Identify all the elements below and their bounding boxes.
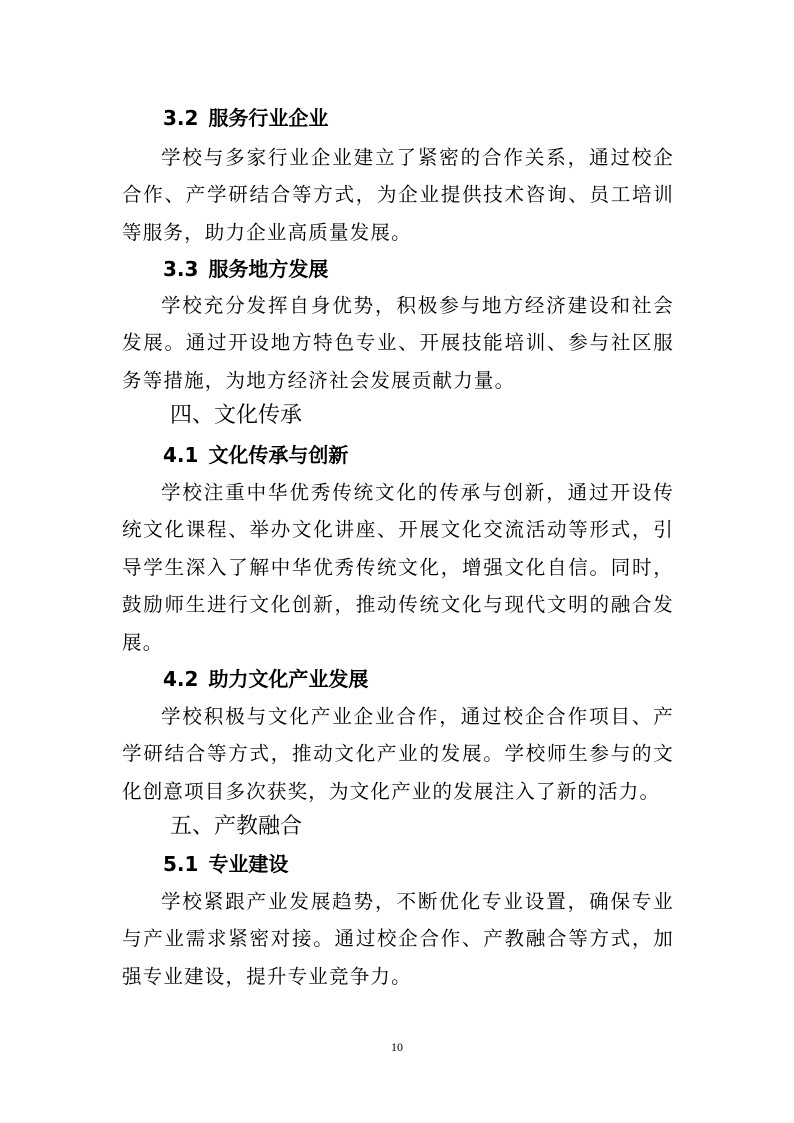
subsection-title: 服务地方发展 bbox=[208, 257, 329, 281]
subsection-number: 3.2 bbox=[163, 106, 199, 130]
subsection-title: 专业建设 bbox=[208, 852, 289, 876]
paragraph: 学校注重中华优秀传统文化的传承与创新，通过开设传统文化课程、举办文化讲座、开展文化交流活动等形式，引导学生深入了解中华优秀传统文化，增强文化自信。同时，鼓励师生进行文化创新，推动传统文化与现代文明的融合发展。 bbox=[122, 481, 674, 654]
paragraph: 学校积极与文化产业企业合作，通过校企合作项目、产学研结合等方式，推动文化产业的发展。学校师生参与的文化创意项目多次获奖，为文化产业的发展注入了新的活力。 bbox=[122, 705, 674, 803]
subsection-heading-3-2 bbox=[163, 106, 328, 130]
subsection-number: 3.3 bbox=[163, 257, 199, 281]
subsection-title: 助力文化产业发展 bbox=[208, 667, 369, 691]
subsection-title: 文化传承与创新 bbox=[208, 443, 349, 467]
subsection-title: 服务行业企业 bbox=[208, 106, 329, 130]
subsection-number: 4.2 bbox=[163, 667, 199, 691]
paragraph: 学校充分发挥自身优势，积极参与地方经济建设和社会发展。通过开设地方特色专业、开展技能培训、参与社区服务等措施，为地方经济社会发展贡献力量。 bbox=[122, 294, 674, 392]
subsection-heading-3-3 bbox=[163, 257, 328, 281]
subsection-number: 4.1 bbox=[163, 443, 199, 467]
subsection-heading-5-1 bbox=[163, 852, 288, 876]
subsection-heading-4-1 bbox=[163, 443, 348, 467]
section-heading-5: 五、产教融合 bbox=[170, 814, 303, 839]
paragraph: 学校紧跟产业发展趋势，不断优化专业设置，确保专业与产业需求紧密对接。通过校企合作、产教融合等方式，加强专业建设，提升专业竞争力。 bbox=[122, 890, 674, 988]
subsection-number: 5.1 bbox=[163, 852, 199, 876]
subsection-heading-4-2 bbox=[163, 667, 368, 691]
section-heading-4: 四、文化传承 bbox=[170, 403, 303, 428]
paragraph: 学校与多家行业企业建立了紧密的合作关系，通过校企合作、产学研结合等方式，为企业提供技术咨询、员工培训等服务，助力企业高质量发展。 bbox=[122, 146, 674, 244]
page-number: 10 bbox=[391, 1040, 403, 1054]
